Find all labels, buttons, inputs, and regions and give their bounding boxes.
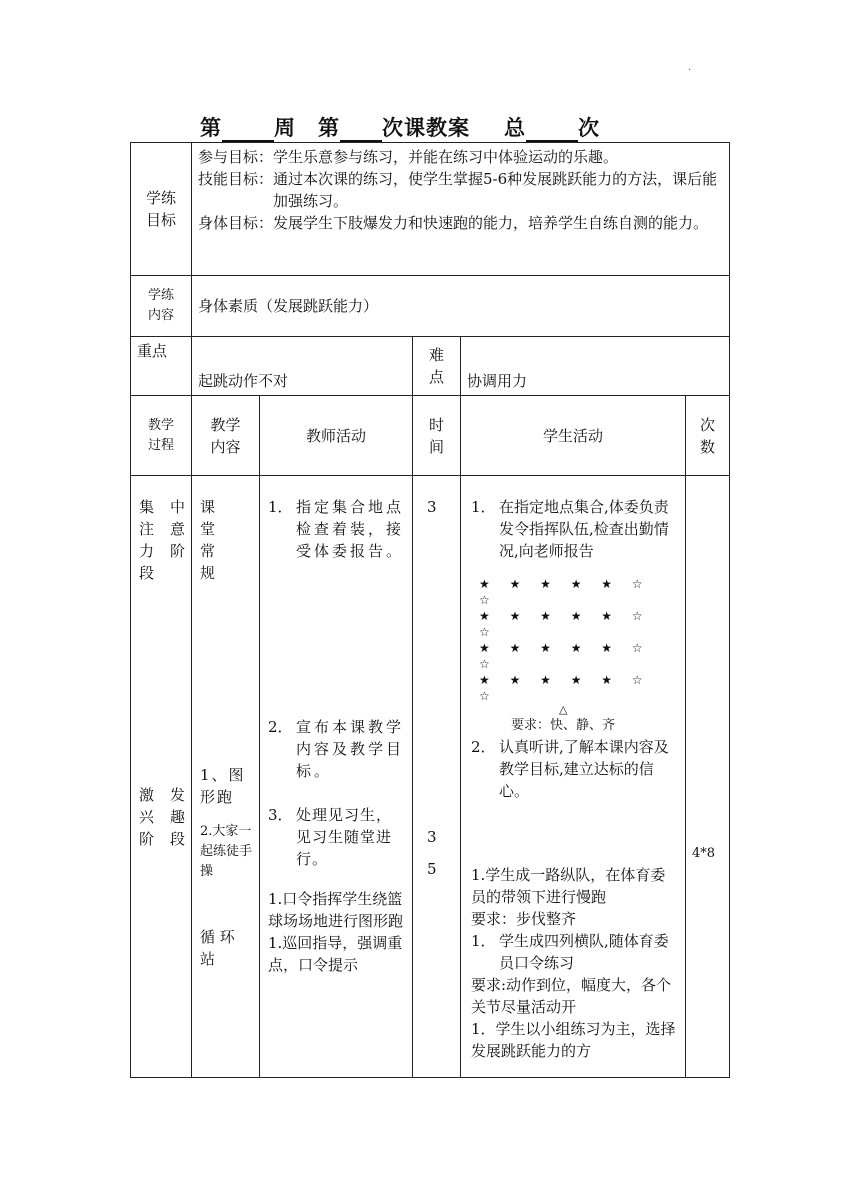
content-label: 学练 内容 — [131, 276, 192, 337]
student-item-4: 1． 学生成四列横队,随体育委员口令练习 — [471, 932, 669, 972]
teacher-column — [260, 476, 413, 1078]
title-lesson-unit: 次课教案 — [382, 116, 470, 140]
time-1: 3 — [427, 498, 437, 516]
time-2: 3 — [427, 828, 437, 846]
title-total-unit: 次 — [578, 116, 600, 140]
title-blank-total — [526, 116, 578, 142]
goal-physical: 身体目标： 发展学生下肢爆发力和快速跑的能力，培养学生自练自测的能力。 — [198, 214, 709, 232]
content-circuit: 循 环 站 — [200, 928, 235, 968]
title-week-unit: 周 — [274, 116, 296, 140]
count-column — [686, 476, 730, 1078]
body-row — [131, 476, 730, 1078]
title-blank-lesson — [340, 116, 382, 142]
teacher-item-1: 1． 指定集合地点检查着装，接受体委报告。 — [268, 498, 405, 560]
goal-participation: 参与目标： 学生乐意参与练习，并能在练习中体验运动的乐趣。 — [198, 148, 619, 166]
header-student: 学生活动 — [461, 396, 686, 476]
formation-row-4: ★ ★ ★ ★ ★ ☆ ☆ — [479, 673, 651, 703]
time-column — [413, 476, 461, 1078]
formation-row-1: ★ ★ ★ ★ ★ ☆ ☆ — [479, 577, 651, 607]
header-count: 次 数 — [686, 396, 730, 476]
formation-row-2: ★ ★ ★ ★ ★ ☆ ☆ — [479, 609, 651, 639]
time-3: 5 — [427, 860, 437, 878]
page-title — [200, 112, 680, 144]
teacher-item-3: 3． 处理见习生，见习生随堂进行。 — [268, 806, 393, 868]
corner-mark: . — [688, 62, 692, 73]
formation-row-3: ★ ★ ★ ★ ★ ☆ ☆ — [479, 641, 651, 671]
count-1: 4*8 — [692, 846, 716, 861]
teacher-position-icon: △ — [559, 703, 568, 716]
header-time: 时 间 — [413, 396, 461, 476]
formation-diagram — [471, 576, 677, 716]
header-teacher: 教师活动 — [260, 396, 413, 476]
header-process: 教学 过程 — [131, 396, 192, 476]
key-text: 起跳动作不对 — [192, 337, 413, 396]
title-total: 总 — [504, 116, 526, 140]
content-row — [131, 276, 730, 337]
content-routine: 课 堂 常 规 — [200, 498, 216, 582]
key-label: 重点 — [131, 337, 192, 396]
key-row — [131, 337, 730, 396]
header-content: 教学 内容 — [192, 396, 260, 476]
teacher-figure-run: 1.口令指挥学生绕篮球场场地进行图形跑 — [268, 890, 404, 930]
student-item-1: 1． 在指定地点集合,体委负责发令指挥队伍,检查出勤情况,向老师报告 — [471, 498, 669, 560]
student-circuit: 1．学生以小组练习为主，选择发展跳跃能力的方 — [471, 1020, 676, 1060]
student-column — [461, 476, 686, 1078]
goal-skill: 技能目标： 通过本次课的练习，使学生掌握5-6种发展跳跃能力的方法，课后能加强练习。 — [198, 170, 718, 210]
header-row — [131, 396, 730, 476]
difficulty-label: 难 点 — [413, 337, 461, 396]
title-week: 第 — [200, 116, 222, 140]
requirement-2: 要求：步伐整齐 — [471, 910, 577, 928]
goals-label: 学练 目标 — [131, 143, 192, 276]
goals-row — [131, 143, 730, 276]
title-lesson: 第 — [318, 116, 340, 140]
lesson-plan-table — [130, 142, 730, 1078]
stage-interest: 激发 兴趣 阶段 — [139, 786, 185, 848]
student-item-2: 2． 认真听讲,了解本课内容及教学目标,建立达标的信心。 — [471, 738, 669, 800]
stage-column — [131, 476, 192, 1078]
content-figure-run: 1、图形跑 — [200, 766, 246, 806]
content-column — [192, 476, 260, 1078]
content-exercise: 2.大家一起练徒手操 — [200, 824, 253, 879]
stage-focus: 集中 注意 力阶 段 — [139, 498, 185, 582]
title-blank-week — [222, 116, 274, 142]
requirement-3: 要求:动作到位，幅度大，各个关节尽量活动开 — [471, 976, 672, 1016]
goals-cell — [192, 143, 730, 276]
content-text: 身体素质（发展跳跃能力） — [192, 276, 730, 337]
difficulty-text: 协调用力 — [461, 337, 730, 396]
teacher-item-2: 2． 宣布本课教学内容及教学目标。 — [268, 718, 405, 780]
requirement-1: 要求：快、静、齐 — [511, 718, 616, 733]
student-figure-run: 1.学生成一路纵队，在体育委员的带领下进行慢跑 — [471, 866, 666, 906]
teacher-circuit: 1.巡回指导，强调重点，口令提示 — [268, 934, 403, 974]
